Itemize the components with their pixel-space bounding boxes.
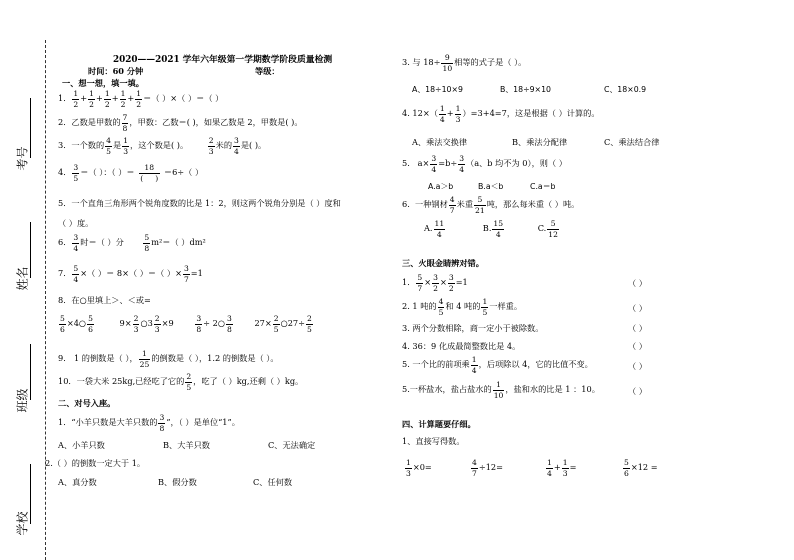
choice-4-option-a: A、乘法交换律 bbox=[412, 137, 468, 147]
question-8-items: $\frac{5}{6}$ ×4○ $\frac{5}{6}$ 9× $\frac{2}{3}$ ○3 $\frac{2}{3}$ ×9 $\frac{3}{8}$ ÷ 2○ $\frac{3}{8}$ 27× $\frac{2}{5}$ ○27÷ $\frac{2}{5}$ bbox=[60, 314, 312, 334]
choice-5: 5. a× $\frac{3}{4}$ =b÷ $\frac{3}{4}$ （a、b 均不为 0），则（ ） bbox=[402, 154, 567, 174]
choice-5-option-c: C.a＝b bbox=[530, 182, 556, 191]
exam-grade: 等级： bbox=[255, 66, 280, 76]
question-5b: （ ）度。 bbox=[58, 218, 94, 228]
choice-1-option-a: A、小羊只数 bbox=[58, 440, 105, 450]
judge-1-paren: （ ） bbox=[628, 278, 647, 288]
question-10: 10．一袋大米 25kg,已经吃了它的 $\frac{2}{5}$ ，吃了（ ）kg,还剩（ ）kg。 bbox=[58, 372, 304, 392]
choice-3: 3. 与 18÷ $\frac{9}{10}$ 相等的式子是（ ）。 bbox=[402, 53, 527, 73]
calc-1-b: $\frac{4}{7}$ ÷12= bbox=[472, 458, 503, 478]
exam-time: 时间：60 分钟 bbox=[88, 66, 144, 76]
question-2: 2．乙数是甲数的 $\frac{7}{8}$ ，甲数：乙数＝( )，如果乙数是 2，甲数是( )。 bbox=[58, 113, 303, 133]
choice-3-option-a: A、18÷10×9 bbox=[412, 85, 463, 94]
calc-1-d: $\frac{5}{6}$ ×12 = bbox=[624, 458, 658, 478]
judge-1: 1． $\frac{5}{7}$ × $\frac{3}{2}$ × $\frac{3}{2}$ =1 bbox=[402, 273, 468, 293]
judge-6: 5.一杯盐水，盐占盐水的 $\frac{1}{10}$ ，盐和水的比是 1 ：10。 bbox=[402, 380, 600, 400]
judge-4-paren: （ ） bbox=[628, 341, 647, 351]
choice-1: 1．“小羊只数是大羊只数的 $\frac{3}{8}$ ”，（ ）是单位“1”。 bbox=[58, 413, 240, 433]
question-7: 7． $\frac{5}{4}$ ×（ ）＝ 8×（ ）＝（ ）× $\frac{3}{7}$ =1 bbox=[58, 264, 203, 284]
choice-1-option-c: C、无法确定 bbox=[268, 440, 316, 450]
section-4-heading: 四、计算题要仔细。 bbox=[402, 419, 476, 429]
judge-2-paren: （ ） bbox=[628, 303, 647, 313]
choice-2: 2.（ ）的倒数一定大于 1。 bbox=[45, 458, 146, 468]
choice-2-option-b: B、假分数 bbox=[158, 477, 197, 487]
xingming-blank-line bbox=[30, 222, 31, 278]
question-4: 4． $\frac{3}{5}$ ＝（ ）：（ ）＝ $\frac{18}{( )}$ ＝6÷（ ） bbox=[58, 163, 204, 183]
question-1: 1． $\frac{1}{2}$ + $\frac{1}{2}$ + $\frac{1}{2}$ + $\frac{1}{2}$ + $\frac{1}{2}$ ＝（ ）×（ ）＝（ ） bbox=[58, 89, 224, 109]
choice-4: 4. 12×（ $\frac{1}{4}$ + $\frac{1}{3}$ ）=3+4=7，这是根据（ ）计算的。 bbox=[402, 104, 600, 124]
choice-2-option-a: A、真分数 bbox=[58, 477, 97, 487]
judge-2: 2. 1 吨的 $\frac{4}{5}$ 和 4 吨的 $\frac{1}{5}$ 一样重。 bbox=[402, 297, 523, 317]
choice-6-options: A. $\frac{11}{4}$ B. $\frac{15}{4}$ C. $\frac{5}{12}$ bbox=[424, 219, 558, 239]
judge-5-paren: （ ） bbox=[628, 361, 647, 371]
calc-1-c: $\frac{1}{4}$ + $\frac{1}{3}$ = bbox=[547, 458, 577, 478]
choice-2-option-c: C、任何数 bbox=[253, 477, 293, 487]
judge-3: 3. 两个分数相除，商一定小于被除数。 bbox=[402, 323, 544, 333]
side-label-xingming: 姓名 bbox=[15, 266, 30, 291]
choice-5-option-a: A.a＞b bbox=[428, 182, 454, 191]
choice-1-option-b: B、大羊只数 bbox=[163, 440, 210, 450]
choice-3-option-b: B、18÷9×10 bbox=[500, 85, 552, 94]
judge-3-paren: （ ） bbox=[628, 323, 647, 333]
calc-1-a: $\frac{1}{3}$ ×0= bbox=[406, 458, 432, 478]
kaohao-blank-line bbox=[30, 98, 31, 158]
binding-dashed-line bbox=[45, 40, 46, 560]
side-label-kaohao: 考号 bbox=[15, 146, 30, 171]
section-3-heading: 三、火眼金睛辨对错。 bbox=[402, 258, 484, 268]
judge-4: 4. 36：9 化成最简整数比是 4。 bbox=[402, 341, 521, 351]
calc-1-heading: 1、直接写得数。 bbox=[402, 436, 465, 446]
banji-blank-line bbox=[30, 344, 31, 400]
section-1-heading: 一、想一想，填一填。 bbox=[62, 78, 144, 88]
question-9: 9． 1 的倒数是（ ）， $\frac{1}{25}$ 的倒数是（ ），1.2 的倒数是（ ）。 bbox=[58, 349, 279, 369]
xuexiao-blank-line bbox=[30, 464, 31, 524]
question-8: 8．在○里填上＞、＜或= bbox=[58, 295, 151, 305]
judge-5: 5. 一个比的前项乘 $\frac{1}{4}$ ，后项除以 4，它的比值不变。 bbox=[402, 355, 593, 375]
section-2-heading: 二、对号入座。 bbox=[58, 398, 116, 408]
question-3: 3．一个数的 $\frac{4}{5}$ 是 $\frac{1}{3}$ ，这个数是( )。 $\frac{2}{3}$ 米的 $\frac{3}{4}$ 是( )。 bbox=[58, 136, 267, 156]
choice-6: 6. 一种钢材 $\frac{4}{7}$ 米重 $\frac{5}{21}$ 吨，那么每米重（ ）吨。 bbox=[402, 195, 580, 215]
choice-5-option-b: B.a＜b bbox=[478, 182, 504, 191]
choice-3-option-c: C、18×0.9 bbox=[604, 85, 647, 94]
question-6: 6． $\frac{3}{4}$ 时＝（ ）分 $\frac{5}{8}$ m²＝（ ）dm² bbox=[58, 233, 206, 253]
side-label-xuexiao: 学校 bbox=[15, 511, 30, 536]
choice-4-option-b: B、乘法分配律 bbox=[512, 137, 568, 147]
judge-6-paren: （ ） bbox=[628, 386, 647, 396]
choice-4-option-c: C、乘法结合律 bbox=[604, 137, 660, 147]
page-title: 2020——2021 学年六年级第一学期数学阶段质量检测 bbox=[113, 55, 333, 65]
question-5a: 5．一个直角三角形两个锐角度数的比是 1：2，则这两个锐角分别是（ ）度和 bbox=[58, 198, 341, 208]
side-label-banji: 班级 bbox=[15, 388, 30, 413]
